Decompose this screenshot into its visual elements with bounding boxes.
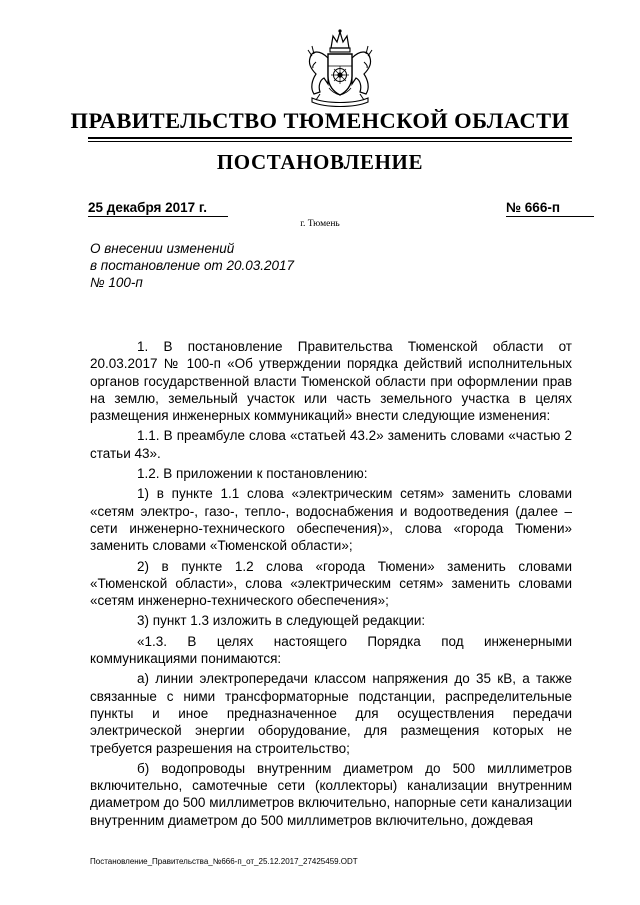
body-paragraph: 3) пункт 1.3 изложить в следующей редакции: (137, 613, 426, 629)
footer-filename: Постановление_Правительства_№666-п_от_25.12.2017_27425459.ODT (90, 857, 358, 866)
document-date: 25 декабря 2017 г. (88, 199, 228, 217)
body-paragraph: 1.1. В преамбуле слова «статьей 43.2» заменить словами «частью 2 статьи 43». (90, 428, 572, 461)
subject-line: № 100-п (90, 275, 143, 290)
city-name: г. Тюмень (300, 219, 340, 229)
body-paragraph: 1.2. В приложении к постановлению: (137, 466, 368, 482)
body-paragraph: 1. В постановление Правительства Тюменской области от 20.03.2017 № 100-п «Об утверждении порядка действий исполнительных органов государственной власти Тюменской области при оформлении прав на землю, земельный участок или часть земельного участка в целях размещения инженерных коммуникаций» внести следующие изменения: (90, 339, 572, 424)
document-number: № 666-п (506, 199, 594, 217)
body-paragraph: б) водопроводы внутренним диаметром до 500 миллиметров включительно, самотечные сети (коллекторы) канализации внутренним диаметром до 500 миллиметров включительно, напорные сети канализации внутренним диаметром до 500 миллиметров включительно, дождевая (90, 760, 572, 828)
coat-of-arms-icon (298, 28, 382, 110)
body-paragraph: 2) в пункте 1.2 слова «города Тюмени» заменить словами «Тюменской области», слова «электрическим сетям» заменить словами «сетям инженерно-технического обеспечения»; (90, 558, 572, 609)
subject-line: в постановление от 20.03.2017 (90, 258, 295, 273)
document-type: ПОСТАНОВЛЕНИЕ (216, 150, 424, 174)
body-paragraph: а) линии электропередачи классом напряжения до 35 кВ, а также связанные с ними трансформаторные подстанции, распределительные пункты и иное предназначенное для осуществления передачи электрической энергии оборудование, для размещения которых не требуется разрешения на строительство; (90, 671, 572, 756)
document-body (90, 338, 572, 830)
header-rule-thin (88, 141, 572, 142)
body-paragraph: 1) в пункте 1.1 слова «электрическим сетям» заменить словами «сетям электро-, газо-, тепло-, водоснабжения и водоотведения (далее – сети инженерно-технического обеспечения)», слова «города Тюмени» заменить словами «Тюменской области»; (90, 486, 572, 554)
government-title: ПРАВИТЕЛЬСТВО ТЮМЕНСКОЙ ОБЛАСТИ (70, 108, 570, 133)
body-paragraph: «1.3. В целях настоящего Порядка под инженерными коммуникациями понимаются: (90, 633, 572, 667)
header-rule-thick (88, 137, 572, 139)
subject-line: О внесении изменений (90, 241, 235, 256)
document-subject (90, 240, 390, 291)
